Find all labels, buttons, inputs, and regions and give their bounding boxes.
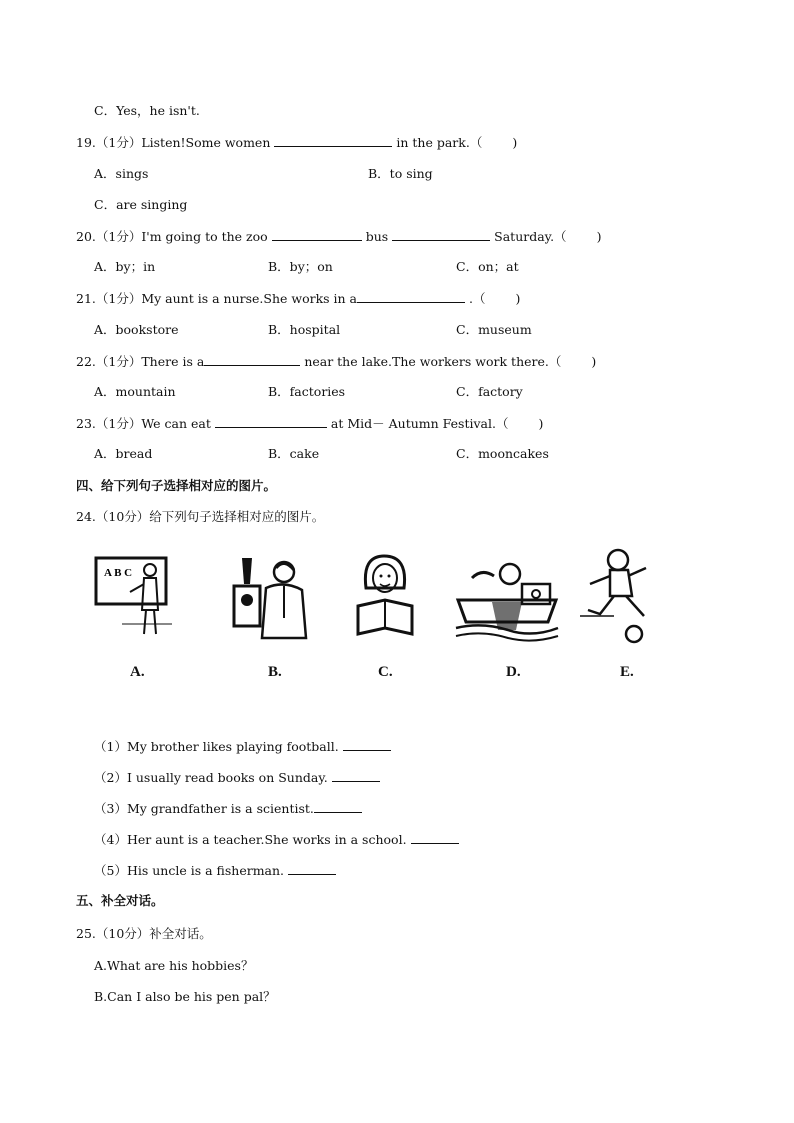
q20-stem (76, 228, 601, 245)
q24-item-2-text: （2）I usually read books on Sunday. (94, 770, 328, 785)
q24-stem: 24.（10分）给下列句子选择相对应的图片。 (76, 509, 325, 524)
q19-stem-part1: 19.（1分）Listen!Some women (76, 135, 271, 150)
q24-item-5-text: （5）His uncle is a fisherman. (94, 863, 285, 878)
q24-item-4-text: （4）Her aunt is a teacher.She works in a school. (94, 832, 407, 847)
q23-stem-part1: 23.（1分）We can eat (76, 416, 211, 431)
q18-option-c: C．Yes，he isn't. (94, 103, 200, 118)
q20-blank-2[interactable] (392, 228, 490, 241)
q25-option-a: A.What are his hobbies？ (94, 958, 254, 973)
picture-label-b: B. (268, 664, 282, 680)
q21-stem-part1: 21.（1分）My aunt is a nurse.She works in a (76, 291, 358, 306)
q20-option-c[interactable]: C．on；at (456, 259, 519, 274)
q19-option-b[interactable]: B．to sing (368, 166, 433, 181)
q24-item-1-blank[interactable] (343, 738, 391, 751)
q22-blank[interactable] (204, 353, 300, 366)
q24-item-3 (94, 800, 366, 817)
section-5-title: 五、补全对话。 (76, 893, 164, 908)
q23-close-paren: ) (538, 416, 544, 431)
q21-stem (76, 290, 520, 307)
q22-stem (76, 353, 596, 370)
q19-stem (76, 134, 517, 151)
q24-item-3-blank[interactable] (314, 800, 362, 813)
q24-item-3-text: （3）My grandfather is a scientist. (94, 801, 314, 816)
teacher-picture (92, 548, 182, 644)
q22-option-c[interactable]: C．factory (456, 384, 523, 399)
q20-stem-mid: bus (365, 229, 389, 244)
q22-close-paren: ) (591, 354, 597, 369)
q24-item-5 (94, 862, 340, 879)
q20-option-a[interactable]: A．by；in (94, 259, 156, 274)
q25-stem: 25.（10分）补全对话。 (76, 926, 212, 941)
q23-option-a[interactable]: A．bread (94, 446, 153, 461)
picture-label-c: C. (378, 664, 393, 680)
q22-option-b[interactable]: B．factories (268, 384, 346, 399)
q21-option-a[interactable]: A．bookstore (94, 322, 179, 337)
q22-option-a[interactable]: A．mountain (94, 384, 176, 399)
picture-label-d: D. (506, 664, 521, 680)
q25-option-b: B.Can I also be his pen pal？ (94, 989, 276, 1004)
q24-item-2-blank[interactable] (332, 769, 380, 782)
q21-close-paren: ) (515, 291, 521, 306)
q23-stem-part2: at Mid－ Autumn Festival.（ (330, 416, 509, 431)
q19-stem-part2: in the park.（ (396, 135, 483, 150)
q19-option-c[interactable]: C．are singing (94, 197, 188, 212)
q21-option-c[interactable]: C．museum (456, 322, 532, 337)
q23-stem (76, 415, 543, 432)
q21-option-b[interactable]: B．hospital (268, 322, 341, 337)
q20-blank-1[interactable] (272, 228, 362, 241)
q19-close-paren: ) (512, 135, 518, 150)
picture-label-e: E. (620, 664, 634, 680)
q23-blank[interactable] (215, 415, 327, 428)
q22-stem-part1: 22.（1分）There is a (76, 354, 205, 369)
q21-blank[interactable] (357, 290, 465, 303)
q24-item-2 (94, 769, 384, 786)
q20-option-b[interactable]: B．by；on (268, 259, 333, 274)
q23-option-b[interactable]: B．cake (268, 446, 320, 461)
q20-close-paren: ) (596, 229, 602, 244)
q24-item-4-blank[interactable] (411, 831, 459, 844)
scientist-picture (222, 548, 312, 644)
picture-label-a: A. (130, 664, 145, 680)
q19-blank[interactable] (274, 134, 392, 147)
q21-stem-part2: .（ (469, 291, 486, 306)
board-text: A B C (104, 567, 133, 579)
q24-item-1 (94, 738, 395, 755)
girl-reading-picture (350, 548, 420, 644)
q24-item-5-blank[interactable] (288, 862, 336, 875)
q19-option-a[interactable]: A．sings (94, 166, 149, 181)
q22-stem-part2: near the lake.The workers work there.（ (304, 354, 562, 369)
q24-item-1-text: （1）My brother likes playing football. (94, 739, 339, 754)
fisherman-picture (452, 552, 562, 644)
section-4-title: 四、给下列句子选择相对应的图片。 (76, 478, 277, 493)
q23-option-c[interactable]: C．mooncakes (456, 446, 549, 461)
q20-stem-part1: 20.（1分）I'm going to the zoo (76, 229, 268, 244)
boy-football-picture (574, 544, 664, 648)
q20-stem-part2: Saturday.（ (494, 229, 567, 244)
q24-item-4 (94, 831, 463, 848)
